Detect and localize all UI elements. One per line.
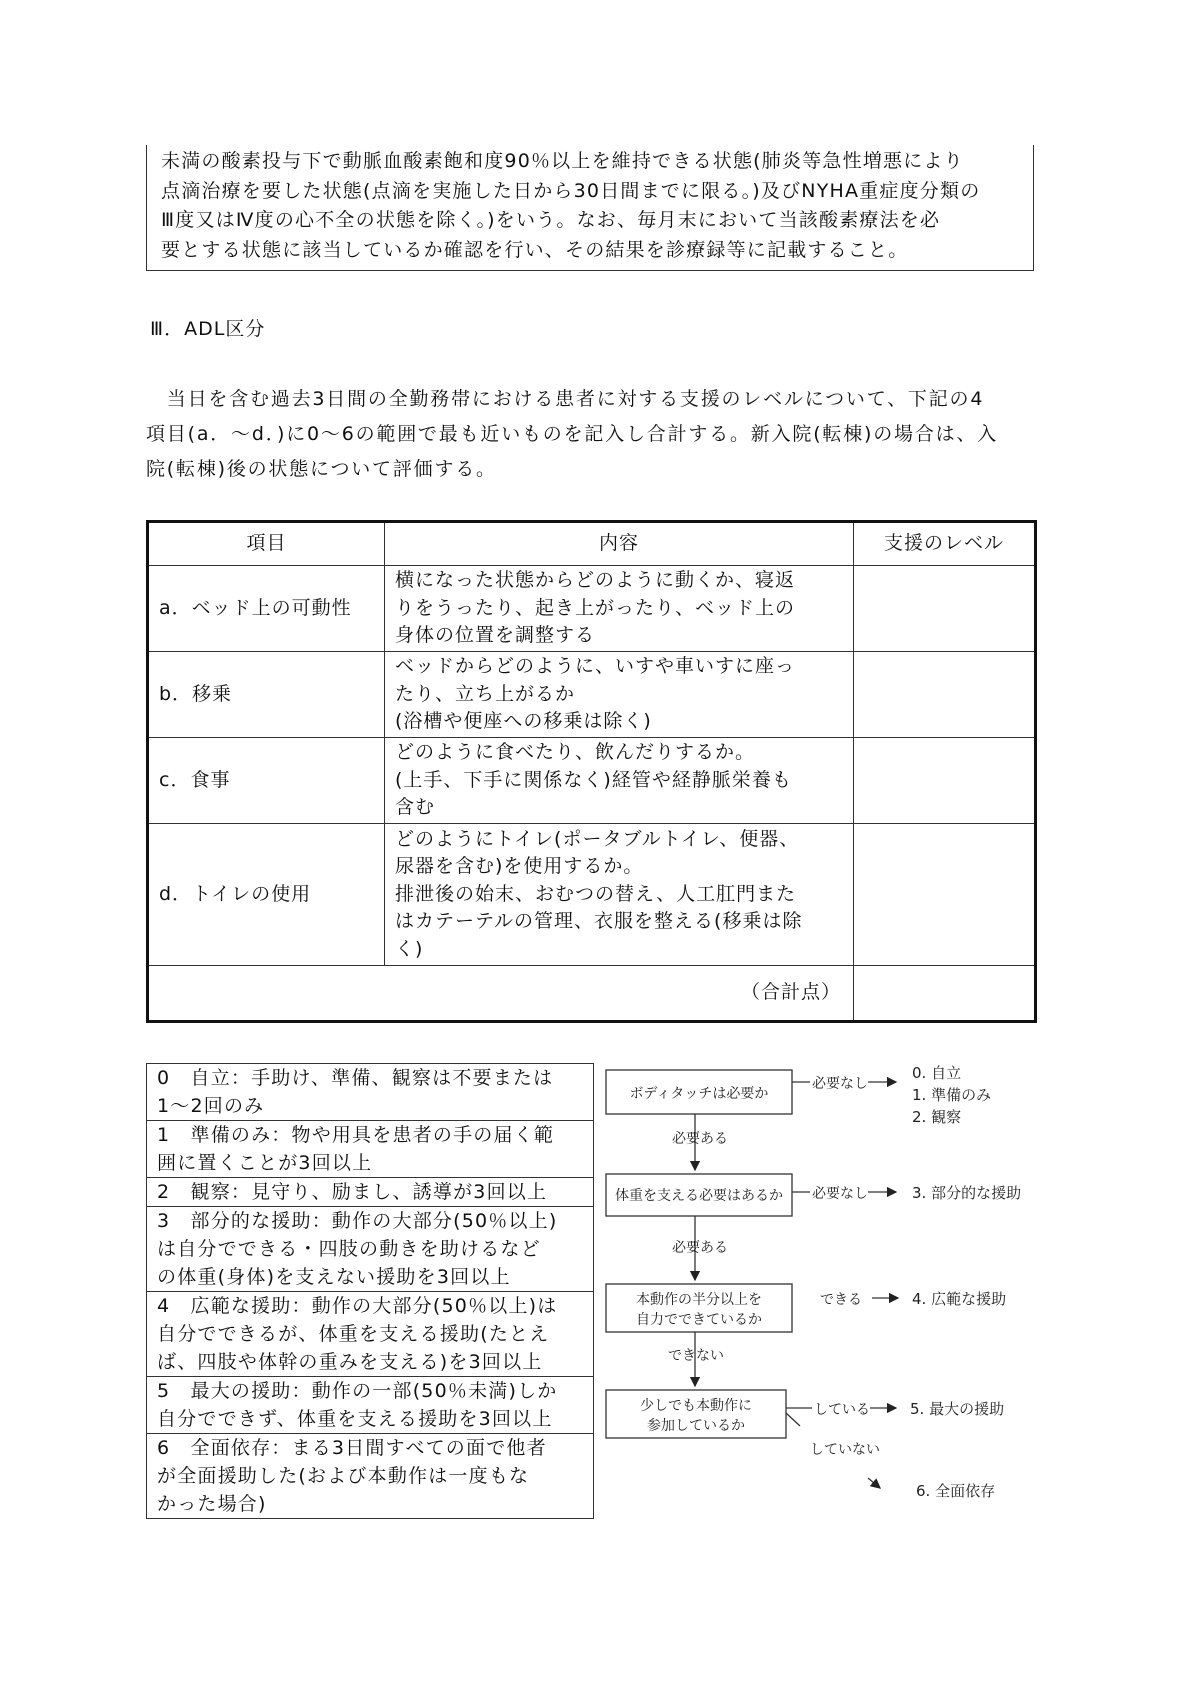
text-line: 当日を含む過去3日間の全勤務帯における患者に対する支援のレベルについて、下記の4 — [146, 388, 985, 410]
row-item: b．移乗 — [148, 652, 385, 738]
row-content: どのようにトイレ(ポータブルトイレ、便器、 尿器を含む)を使用するか。 排泄後の始末、おむつの替え、人工肛門また はカテーテルの管理、衣服を整える(移乗は除 く) — [385, 824, 854, 966]
header-content: 内容 — [385, 522, 854, 566]
adl-table — [146, 520, 1037, 1023]
support-level-cell[interactable] — [854, 824, 1036, 966]
q3-out: 4. 広範な援助 — [912, 1290, 1007, 1308]
list-item: 2 観察：見守り、励まし、誘導が3回以上 — [147, 1178, 594, 1207]
q4-no-out: 6. 全面依存 — [916, 1482, 996, 1500]
row-content: どのように食べたり、飲んだりするか。 (上手、下手に関係なく)経管や経静脈栄養も 含む — [385, 738, 854, 824]
q1-out-2: 2. 観察 — [912, 1108, 962, 1126]
level-definitions — [146, 1063, 594, 1519]
table-row — [148, 566, 1036, 652]
list-item: 1 準備のみ：物や用具を患者の手の届く範 囲に置くことが3回以上 — [147, 1121, 594, 1178]
q1-text: ボディタッチは必要か — [629, 1086, 769, 1102]
text-line: 院(転棟)後の状態について評価する。 — [146, 458, 497, 480]
row-content: 横になった状態からどのように動くか、寝返 りをうったり、起き上がったり、ベッド上の 身体の位置を調整する — [385, 566, 854, 652]
q4-text-line-1: 少しでも本動作に — [640, 1398, 752, 1414]
table-row — [148, 652, 1036, 738]
adl-flowchart — [600, 1058, 1040, 1508]
total-score-cell[interactable] — [854, 966, 1036, 1022]
list-item: 6 全面依存：まる3日間すべての面で他者 が全面援助した(および本動作は一度もな かった場合) — [147, 1434, 594, 1519]
list-item: 4 広範な援助：動作の大部分(50％以上)は 自分でできるが、体重を支える援助(たとえ ば、四肢や体幹の重みを支える)を3回以上 — [147, 1292, 594, 1377]
q1-out-1: 1. 準備のみ — [912, 1086, 992, 1104]
q3-text-line-2: 自力でできているか — [636, 1312, 762, 1328]
list-item: 5 最大の援助：動作の一部(50％未満)しか 自分でできず、体重を支える援助を3回以上 — [147, 1377, 594, 1434]
row-content: ベッドからどのように、いすや車いすに座っ たり、立ち上がるか (浴槽や便座への移乗は除く) — [385, 652, 854, 738]
text-line: 未満の酸素投与下で動脈血酸素飽和度90％以上を維持できる状態(肺炎等急性増悪により — [161, 150, 964, 172]
support-level-cell[interactable] — [854, 652, 1036, 738]
text-line: 要とする状態に該当しているか確認を行い、その結果を診療録等に記載すること。 — [161, 238, 909, 261]
row-item: c．食事 — [148, 738, 385, 824]
intro-paragraph — [146, 382, 1046, 487]
q3-text-line-1: 本動作の半分以上を — [636, 1292, 762, 1308]
text-line: Ⅲ度又はⅣ度の心不全の状態を除く。)をいう。なお、毎月末において当該酸素療法を必 — [161, 209, 941, 231]
q4-yes-label: している — [814, 1402, 870, 1418]
q2-text: 体重を支える必要はあるか — [615, 1188, 783, 1204]
row-item: d．トイレの使用 — [148, 824, 385, 966]
list-item: 0 自立：手助け、準備、観察は不要または 1～2回のみ — [147, 1064, 594, 1121]
table-row — [148, 824, 1036, 966]
header-item: 項目 — [148, 522, 385, 566]
text-line: 点滴治療を要した状態(点滴を実施した日から30日間までに限る。)及びNYHA重症度分類の — [161, 179, 981, 202]
q3-no-label: できない — [668, 1348, 724, 1364]
support-level-cell[interactable] — [854, 566, 1036, 652]
q1-no-label: 必要なし — [812, 1076, 868, 1092]
text-line: 項目(a．～d．)に0～6の範囲で最も近いものを記入し合計する。新入院(転棟)の場合は、入 — [146, 423, 999, 445]
q4-out: 5. 最大の援助 — [910, 1400, 1005, 1418]
q1-yes-label: 必要ある — [672, 1131, 728, 1147]
q4-text-line-2: 参加しているか — [647, 1418, 745, 1434]
section-heading: Ⅲ．ADL区分 — [150, 318, 266, 340]
row-item: a．ベッド上の可動性 — [148, 566, 385, 652]
q1-out-0: 0. 自立 — [912, 1064, 962, 1082]
q2-no-label: 必要なし — [812, 1186, 868, 1202]
total-label: （合計点） — [148, 966, 854, 1022]
q3-yes-label: できる — [820, 1292, 862, 1308]
q4-no-label: していない — [810, 1442, 880, 1458]
total-row — [148, 966, 1036, 1022]
oxygen-criteria-box — [146, 145, 1034, 271]
support-level-cell[interactable] — [854, 738, 1036, 824]
q2-yes-label: 必要ある — [672, 1240, 728, 1256]
q2-out: 3. 部分的な援助 — [912, 1184, 1022, 1202]
table-header-row — [148, 522, 1036, 566]
header-support-level: 支援のレベル — [854, 522, 1036, 566]
list-item: 3 部分的な援助：動作の大部分(50％以上) は自分でできる・四肢の動きを助けるなど の体重(身体)を支えない援助を3回以上 — [147, 1207, 594, 1292]
table-row — [148, 738, 1036, 824]
